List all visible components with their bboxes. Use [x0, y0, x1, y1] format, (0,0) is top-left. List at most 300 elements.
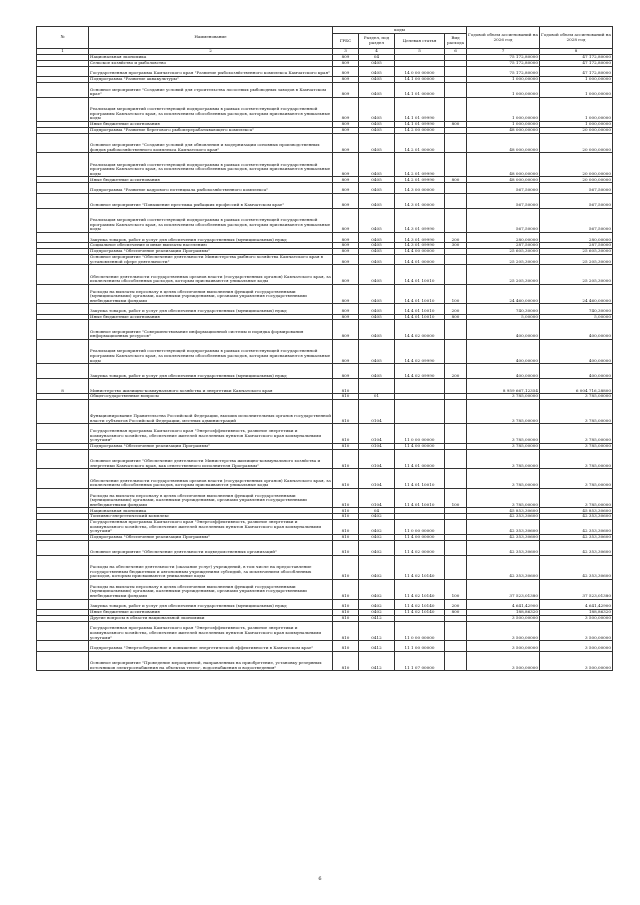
table-row	[37, 265, 613, 285]
row-number	[37, 133, 89, 153]
row-grbs: 809	[333, 127, 359, 133]
row-amount-2028: 4 641,42900	[540, 599, 613, 609]
row-target-article	[395, 379, 445, 394]
row-amount-2026: 45 853,30600	[467, 508, 540, 514]
row-razdel: 0405	[359, 177, 395, 183]
row-name: Государственная программа Камчатского края "Энергоэффективность, развитие энергетики и коммунального хозяйства, обеспечение жителей населенных пунктов Камчатского края коммунальными услугами"	[89, 621, 333, 641]
row-target-article: 14 0 00 00000	[395, 66, 445, 76]
row-amount-2026: 3 500,00000	[467, 651, 540, 671]
table-row	[37, 320, 613, 340]
row-name: Закупка товаров, работ и услуг для обеспечения государственных (муниципальных) нужд	[89, 232, 333, 242]
table-row	[37, 449, 613, 469]
row-expense-type: 800	[445, 314, 467, 320]
row-name: Основное мероприятие "Проведение мероприятий, направленных на приобретение, установку резервных источников электроснабжения на объектах тепло-, водоснабжения и водоотведения"	[89, 651, 333, 671]
row-grbs: 809	[333, 177, 359, 183]
table-row	[37, 579, 613, 599]
table-row	[37, 488, 613, 508]
header-name: Наименование	[89, 27, 333, 49]
row-expense-type	[445, 540, 467, 555]
row-amount-2028: 3 785,00000	[540, 449, 613, 469]
row-amount-2026: 3 500,00000	[467, 615, 540, 621]
row-name: Общегосударственные вопросы	[89, 394, 333, 400]
row-razdel: 0405	[359, 248, 395, 254]
header-year-2028: Годовой объем ассигнований на 2028 год	[540, 27, 613, 49]
row-amount-2028: 47 172,80000	[540, 55, 613, 61]
row-target-article: 14 4 02 00000	[395, 320, 445, 340]
row-grbs: 810	[333, 540, 359, 555]
row-name: Национальная экономика	[89, 508, 333, 514]
row-amount-2026: 188,86320	[467, 609, 540, 615]
row-expense-type	[445, 400, 467, 424]
row-number	[37, 555, 89, 579]
row-grbs: 809	[333, 82, 359, 97]
row-amount-2028: 400,00000	[540, 320, 613, 340]
row-amount-2026: 3 785,00000	[467, 488, 540, 508]
row-amount-2028: 3 500,00000	[540, 651, 613, 671]
row-amount-2028: 1 000,00000	[540, 121, 613, 127]
row-amount-2028: 45 853,30600	[540, 508, 613, 514]
table-row	[37, 379, 613, 394]
row-razdel: 0405	[359, 208, 395, 232]
row-name: Основное мероприятие "Повышение престижа рыбацких профессий в Камчатском крае"	[89, 193, 333, 208]
row-amount-2028: 42 353,30600	[540, 514, 613, 520]
row-name: Подпрограмма "Обеспечение реализации Программы"	[89, 443, 333, 449]
row-target-article: 14 4 01 10010	[395, 314, 445, 320]
row-grbs: 809	[333, 364, 359, 379]
row-amount-2026: 75 172,80000	[467, 60, 540, 66]
row-target-article: 11 4 02 00000	[395, 540, 445, 555]
row-name: Основное мероприятие "Обеспечение деятельности подведомственных организаций"	[89, 540, 333, 555]
row-name: Реализация мероприятий соответствующей подпрограммы в рамках соответствующей государственной программы Камчатского края, за исключением обособленных расходов, которым присваиваются уникальные коды	[89, 97, 333, 121]
row-grbs: 810	[333, 579, 359, 599]
row-name: Закупка товаров, работ и услуг для обеспечения государственных (муниципальных) нужд	[89, 304, 333, 314]
row-razdel: 0405	[359, 304, 395, 314]
row-grbs: 810	[333, 599, 359, 609]
row-expense-type: 200	[445, 364, 467, 379]
table-row	[37, 284, 613, 304]
table-row	[37, 304, 613, 314]
table-row	[37, 208, 613, 232]
row-razdel: 0402	[359, 520, 395, 535]
budget-table-sheet	[36, 26, 612, 671]
row-name: Расходы на выплаты персоналу в целях обеспечения выполнения функций государственными (муниципальными) органами, казенными учреждениями, органами управления государственными внебюджетными фондами	[89, 284, 333, 304]
row-razdel: 0405	[359, 97, 395, 121]
row-grbs: 810	[333, 651, 359, 671]
row-number	[37, 424, 89, 444]
row-target-article: 14 4 02 09990	[395, 364, 445, 379]
row-grbs: 809	[333, 60, 359, 66]
row-name: Иные бюджетные ассигнования	[89, 314, 333, 320]
row-grbs: 809	[333, 121, 359, 127]
row-amount-2028: 3 785,00000	[540, 488, 613, 508]
row-name: Расходы на обеспечение деятельности (оказание услуг) учреждений, в том числе на предоставление государственным бюджетным и автономным учреждениям субсидий, за исключением обособленных расходов, которым присваиваются уникальные коды	[89, 555, 333, 579]
row-grbs: 809	[333, 133, 359, 153]
row-expense-type	[445, 520, 467, 535]
row-grbs: 810	[333, 508, 359, 514]
row-razdel: 0402	[359, 609, 395, 615]
row-grbs: 810	[333, 621, 359, 641]
row-target-article: 14 4 01 00000	[395, 254, 445, 264]
row-amount-2028: 42 353,30600	[540, 535, 613, 541]
row-number	[37, 82, 89, 97]
row-amount-2026: 48 000,00000	[467, 153, 540, 177]
row-target-article: 14 3 00 00000	[395, 183, 445, 193]
row-number	[37, 651, 89, 671]
row-expense-type	[445, 133, 467, 153]
table-body	[37, 55, 613, 671]
row-razdel: 0405	[359, 364, 395, 379]
row-target-article: 14 1 01 00000	[395, 82, 445, 97]
row-name: Реализация мероприятий соответствующей подпрограммы в рамках соответствующей государственной программы Камчатского края, за исключением обособленных расходов, которым присваиваются уникальные коды	[89, 153, 333, 177]
row-razdel: 0402	[359, 514, 395, 520]
row-name: Подпрограмма "Обеспечение реализации Программы"	[89, 535, 333, 541]
row-amount-2026: 42 353,30600	[467, 540, 540, 555]
row-name: Государственная программа Камчатского края "Энергоэффективность, развитие энергетики и коммунального хозяйства, обеспечение жителей населенных пунктов Камчатского края коммунальными услугами"	[89, 520, 333, 535]
row-razdel: 0402	[359, 579, 395, 599]
column-number: 7	[467, 49, 540, 55]
table-row	[37, 621, 613, 641]
row-target-article: 11 4 00 00000	[395, 443, 445, 449]
row-expense-type: 100	[445, 488, 467, 508]
header-vr: Вид расхода	[445, 34, 467, 49]
row-amount-2028: 3 785,00000	[540, 394, 613, 400]
row-target-article: 14 2 01 00000	[395, 133, 445, 153]
row-target-article: 14 4 02 09990	[395, 340, 445, 364]
row-amount-2028: 1 000,00000	[540, 97, 613, 121]
row-razdel: 0405	[359, 314, 395, 320]
row-target-article: 11 4 02 10140	[395, 599, 445, 609]
row-name: Государственная программа Камчатского края "Развитие рыбохозяйственного комплекса Камчатского края"	[89, 66, 333, 76]
row-target-article: 11 4 01 10010	[395, 488, 445, 508]
table-row	[37, 520, 613, 535]
row-amount-2028: 37 523,01380	[540, 579, 613, 599]
row-target-article: 11 4 02 10140	[395, 555, 445, 579]
row-name: Основное мероприятие "Совершенствование информационной системы и порядка формирования информационных ресурсов"	[89, 320, 333, 340]
row-number	[37, 265, 89, 285]
row-razdel: 0405	[359, 243, 395, 249]
row-razdel: 0405	[359, 60, 395, 66]
row-expense-type	[445, 193, 467, 208]
row-amount-2028: 1 000,00000	[540, 76, 613, 82]
table-row	[37, 651, 613, 671]
row-number	[37, 340, 89, 364]
row-grbs: 809	[333, 304, 359, 314]
row-amount-2028: 3 785,00000	[540, 424, 613, 444]
row-grbs: 810	[333, 520, 359, 535]
row-amount-2026: 48 000,00000	[467, 177, 540, 183]
column-number: 6	[445, 49, 467, 55]
row-expense-type: 200	[445, 304, 467, 314]
row-target-article: 14 2 01 09990	[395, 153, 445, 177]
row-razdel: 0405	[359, 66, 395, 76]
row-razdel: 0405	[359, 183, 395, 193]
row-grbs: 810	[333, 400, 359, 424]
row-amount-2026: 1 000,00000	[467, 76, 540, 82]
row-expense-type	[445, 183, 467, 193]
row-grbs: 809	[333, 183, 359, 193]
row-amount-2026: 48 000,00000	[467, 127, 540, 133]
row-name: Основное мероприятие "Обеспечение деятельности Министерства рыбного хозяйства Камчатского края в установленной сфере деятельности"	[89, 254, 333, 264]
row-number	[37, 364, 89, 379]
row-grbs: 809	[333, 265, 359, 285]
row-name: Подпрограмма "Энергосбережение и повышение энергетической эффективности в Камчатском крае"	[89, 641, 333, 651]
row-target-article: 14 1 01 09990	[395, 97, 445, 121]
row-expense-type: 800	[445, 121, 467, 127]
row-name: Расходы на выплаты персоналу в целях обеспечения выполнения функций государственными (муниципальными) органами, казенными учреждениями, органами управления государственными внебюджетными фондами	[89, 488, 333, 508]
row-number	[37, 284, 89, 304]
row-amount-2028: 24 460,00000	[540, 284, 613, 304]
row-razdel: 0412	[359, 621, 395, 641]
row-number	[37, 97, 89, 121]
row-amount-2026: 1 000,00000	[467, 121, 540, 127]
row-amount-2026: 567,50000	[467, 208, 540, 232]
row-amount-2026: 24 460,00000	[467, 284, 540, 304]
row-expense-type	[445, 469, 467, 489]
row-amount-2028: 6 004 716,28800	[540, 379, 613, 394]
row-target-article: 11 0 00 00000	[395, 424, 445, 444]
row-grbs: 809	[333, 153, 359, 177]
table-row	[37, 400, 613, 424]
row-grbs: 810	[333, 394, 359, 400]
row-grbs: 809	[333, 340, 359, 364]
row-amount-2026: 400,00000	[467, 320, 540, 340]
table-header	[37, 27, 613, 55]
row-amount-2026: 3 785,00000	[467, 469, 540, 489]
row-number	[37, 304, 89, 314]
table-row	[37, 364, 613, 379]
row-target-article: 11 4 01 10010	[395, 469, 445, 489]
row-grbs: 809	[333, 232, 359, 242]
row-number	[37, 488, 89, 508]
row-name: Государственная программа Камчатского края "Энергоэффективность, развитие энергетики и коммунального хозяйства, обеспечение жителей населенных пунктов Камчатского края коммунальными услугами"	[89, 424, 333, 444]
table-row	[37, 193, 613, 208]
header-year-2026: Годовой объем ассигнований на 2026 год	[467, 27, 540, 49]
header-no: №	[37, 27, 89, 49]
column-number: 1	[37, 49, 89, 55]
row-grbs: 809	[333, 97, 359, 121]
column-number: 8	[540, 49, 613, 55]
row-target-article: 14 4 00 00000	[395, 248, 445, 254]
row-grbs: 810	[333, 379, 359, 394]
row-name: Министерство жилищно-коммунального хозяйства и энергетики Камчатского края	[89, 379, 333, 394]
row-amount-2026: 48 000,00000	[467, 133, 540, 153]
row-target-article: 14 4 01 10010	[395, 265, 445, 285]
row-name: Социальное обеспечение и иные выплаты населению	[89, 243, 333, 249]
row-razdel: 0405	[359, 340, 395, 364]
row-grbs: 810	[333, 424, 359, 444]
row-expense-type: 200	[445, 599, 467, 609]
row-number	[37, 599, 89, 609]
row-razdel: 0412	[359, 651, 395, 671]
row-target-article: 14 4 01 10010	[395, 304, 445, 314]
row-number	[37, 520, 89, 535]
row-expense-type	[445, 555, 467, 579]
row-amount-2026: 400,00000	[467, 364, 540, 379]
row-amount-2026: 3 785,00000	[467, 449, 540, 469]
row-number	[37, 66, 89, 76]
row-target-article: 14 3 01 09990	[395, 243, 445, 249]
row-grbs: 810	[333, 469, 359, 489]
row-expense-type	[445, 320, 467, 340]
row-amount-2028: 3 500,00000	[540, 641, 613, 651]
row-razdel: 0405	[359, 82, 395, 97]
row-target-article: 14 1 01 09990	[395, 121, 445, 127]
table-row	[37, 66, 613, 76]
row-amount-2028: 740,30000	[540, 304, 613, 314]
row-razdel: 0402	[359, 535, 395, 541]
row-target-article: 14 3 01 09990	[395, 208, 445, 232]
row-expense-type	[445, 153, 467, 177]
row-target-article: 14 3 01 00000	[395, 193, 445, 208]
row-expense-type: 100	[445, 284, 467, 304]
row-target-article: 11 4 02 10140	[395, 609, 445, 615]
row-expense-type	[445, 66, 467, 76]
column-number: 5	[395, 49, 445, 55]
row-razdel: 0405	[359, 320, 395, 340]
row-amount-2028: 567,50000	[540, 208, 613, 232]
row-name: Подпрограмма "Развитие берегового рыбоперерабатывающего комплекса"	[89, 127, 333, 133]
row-expense-type	[445, 254, 467, 264]
row-name: Функционирование Правительства Российской Федерации, высших исполнительных органов государственной власти субъектов Российской Федерации, местных администраций	[89, 400, 333, 424]
row-grbs: 810	[333, 535, 359, 541]
row-amount-2026: 3 785,00000	[467, 394, 540, 400]
table-row	[37, 469, 613, 489]
row-amount-2026: 3 785,00000	[467, 400, 540, 424]
header-razdel: Раздел, под раздел	[359, 34, 395, 49]
row-amount-2028: 20 000,00000	[540, 153, 613, 177]
row-grbs: 810	[333, 615, 359, 621]
row-name: Основное мероприятие "Создание условий для обновления и модернизации основных производственных фондов рыбохозяйственного комплекса Камчатского края"	[89, 133, 333, 153]
row-number	[37, 153, 89, 177]
table-row	[37, 82, 613, 97]
table-row	[37, 340, 613, 364]
row-name: Расходы на выплаты персоналу в целях обеспечения выполнения функций государственными (муниципальными) органами, казенными учреждениями, органами управления государственными внебюджетными фондами	[89, 579, 333, 599]
row-grbs: 809	[333, 76, 359, 82]
row-amount-2026: 1 000,00000	[467, 97, 540, 121]
table-row	[37, 97, 613, 121]
row-number	[37, 449, 89, 469]
row-target-article: 11 1 00 00000	[395, 641, 445, 651]
row-razdel: 0405	[359, 284, 395, 304]
row-name: Обеспечение деятельности государственных органов власти (государственных органов) Камчатского края, за исключением обособленных расходов, которым присваиваются уникальные коды	[89, 469, 333, 489]
column-number: 4	[359, 49, 395, 55]
row-name: Обеспечение деятельности государственных органов власти (государственных органов) Камчатского края, за исключением обособленных расходов, которым присваиваются уникальные коды	[89, 265, 333, 285]
row-amount-2026: 4 641,42900	[467, 599, 540, 609]
row-name: Сельское хозяйство и рыболовство	[89, 60, 333, 66]
row-amount-2028: 42 353,30600	[540, 555, 613, 579]
row-expense-type	[445, 208, 467, 232]
row-target-article: 11 4 01 00000	[395, 449, 445, 469]
row-expense-type	[445, 449, 467, 469]
row-expense-type	[445, 424, 467, 444]
row-expense-type: 300	[445, 243, 467, 249]
row-razdel: 0405	[359, 76, 395, 82]
row-expense-type	[445, 265, 467, 285]
row-amount-2026: 25 605,30000	[467, 248, 540, 254]
row-name: Подпрограмма "Развитие аквакультуры"	[89, 76, 333, 82]
row-target-article: 14 4 01 10010	[395, 284, 445, 304]
row-name: Основное мероприятие "Создание условий для строительства лососевых рыбоводных заводов в Камчатском крае"	[89, 82, 333, 97]
row-number	[37, 400, 89, 424]
row-number	[37, 208, 89, 232]
row-amount-2028: 400,00000	[540, 340, 613, 364]
row-name: Национальная экономика	[89, 55, 333, 61]
row-amount-2026: 42 353,30600	[467, 520, 540, 535]
row-grbs: 810	[333, 514, 359, 520]
row-razdel: 0104	[359, 424, 395, 444]
row-razdel: 0104	[359, 400, 395, 424]
row-amount-2028: 287,50000	[540, 243, 613, 249]
row-expense-type: 800	[445, 609, 467, 615]
row-amount-2026: 1 000,00000	[467, 82, 540, 97]
row-amount-2028: 25 605,30000	[540, 248, 613, 254]
row-target-article: 11 4 00 00000	[395, 535, 445, 541]
table-row	[37, 424, 613, 444]
row-name: Иные бюджетные ассигнования	[89, 177, 333, 183]
table-row	[37, 540, 613, 555]
row-grbs: 809	[333, 193, 359, 208]
row-target-article: 11 0 00 00000	[395, 520, 445, 535]
row-amount-2026: 3 785,00000	[467, 443, 540, 449]
row-amount-2026: 567,50000	[467, 183, 540, 193]
row-razdel: 0104	[359, 469, 395, 489]
row-amount-2026: 37 523,01380	[467, 579, 540, 599]
row-number	[37, 254, 89, 264]
row-amount-2028: 3 785,00000	[540, 469, 613, 489]
row-amount-2028: 3 500,00000	[540, 621, 613, 641]
row-target-article: 11 0 00 00000	[395, 621, 445, 641]
row-razdel: 0405	[359, 133, 395, 153]
budget-table	[36, 26, 613, 671]
row-expense-type	[445, 379, 467, 394]
row-number	[37, 320, 89, 340]
row-grbs: 810	[333, 641, 359, 651]
row-target-article	[395, 400, 445, 424]
row-expense-type	[445, 641, 467, 651]
row-grbs: 810	[333, 449, 359, 469]
row-expense-type: 800	[445, 177, 467, 183]
row-expense-type: 200	[445, 232, 467, 242]
row-amount-2026: 25 205,30000	[467, 265, 540, 285]
row-amount-2028: 42 353,30600	[540, 540, 613, 555]
row-grbs: 810	[333, 555, 359, 579]
row-amount-2026: 287,50000	[467, 243, 540, 249]
row-amount-2028: 25 205,30000	[540, 254, 613, 264]
row-amount-2028: 1 000,00000	[540, 82, 613, 97]
row-amount-2028: 280,00000	[540, 232, 613, 242]
row-amount-2028: 400,00000	[540, 364, 613, 379]
table-row	[37, 599, 613, 609]
row-amount-2028: 25 205,30000	[540, 265, 613, 285]
row-number	[37, 621, 89, 641]
row-razdel: 0405	[359, 265, 395, 285]
row-amount-2026: 400,00000	[467, 340, 540, 364]
row-grbs: 810	[333, 443, 359, 449]
row-amount-2028: 567,50000	[540, 183, 613, 193]
row-number	[37, 469, 89, 489]
row-name: Другие вопросы в области национальной экономики	[89, 615, 333, 621]
row-amount-2028: 20 000,00000	[540, 127, 613, 133]
row-amount-2026: 8 959 667,12354	[467, 379, 540, 394]
table-row	[37, 232, 613, 242]
row-grbs: 809	[333, 66, 359, 76]
row-razdel: 0104	[359, 449, 395, 469]
row-amount-2028: 5,00000	[540, 314, 613, 320]
table-row	[37, 153, 613, 177]
row-number	[37, 193, 89, 208]
row-razdel: 0405	[359, 254, 395, 264]
row-amount-2026: 75 172,80000	[467, 66, 540, 76]
